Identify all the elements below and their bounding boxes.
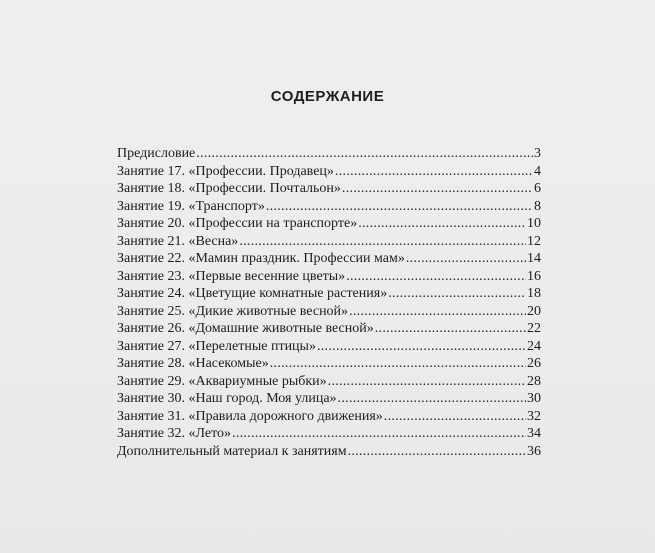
toc-entry	[117, 234, 541, 252]
toc-entry-label: Занятие 19. «Транспорт»	[117, 198, 265, 214]
toc-leader-dots	[196, 146, 533, 162]
toc-leader-dots	[270, 356, 526, 372]
toc-entry-page: 6	[534, 181, 541, 196]
toc-leader-dots	[266, 199, 533, 215]
toc-entry	[117, 409, 541, 427]
toc-entry	[117, 251, 541, 269]
toc-entry-page: 20	[527, 303, 541, 319]
toc-leader-dots	[349, 304, 526, 320]
toc-entry-page: 10	[527, 216, 541, 231]
toc-leader-dots	[388, 286, 526, 302]
toc-entry-page: 18	[527, 286, 541, 301]
toc-entry	[117, 339, 541, 357]
toc-entry-label: Занятие 21. «Весна»	[117, 233, 239, 249]
toc-entry	[117, 321, 541, 339]
toc-entry-label: Занятие 17. «Профессии. Продавец»	[117, 163, 334, 179]
toc-entry-page: 14	[527, 251, 541, 266]
toc-leader-dots	[375, 321, 526, 337]
toc-entry-page: 32	[527, 408, 541, 424]
toc-entry-page: 22	[527, 321, 541, 336]
toc-entry	[117, 356, 541, 374]
toc-entry-page: 24	[527, 338, 541, 354]
toc-entry-label: Занятие 27. «Перелетные птицы»	[117, 338, 316, 354]
toc-leader-dots	[317, 339, 526, 355]
toc-entry	[117, 199, 541, 217]
toc-entry-label: Занятие 23. «Первые весенние цветы»	[117, 268, 346, 284]
toc-entry-page: 28	[527, 373, 541, 389]
toc-entry-label: Занятие 28. «Насекомые»	[117, 356, 269, 371]
toc-entry-page: 16	[527, 268, 541, 284]
toc-leader-dots	[406, 251, 526, 267]
toc-entry-label: Занятие 32. «Лето»	[117, 426, 232, 441]
toc-leader-dots	[358, 216, 526, 232]
toc-entry-page: 34	[527, 426, 541, 441]
toc-entry-label: Занятие 24. «Цветущие комнатные растения»	[117, 286, 388, 301]
toc-entry	[117, 426, 541, 444]
toc-entry	[117, 146, 541, 164]
toc-leader-dots	[239, 234, 526, 250]
toc-entry-page: 12	[527, 233, 541, 249]
toc-entry-page: 36	[527, 443, 541, 459]
toc-entry	[117, 304, 541, 322]
toc-entry-page: 8	[534, 198, 541, 214]
toc-title: СОДЕРЖАНИЕ	[270, 88, 385, 105]
toc-leader-dots	[232, 426, 526, 442]
toc-leader-dots	[348, 444, 526, 460]
toc-entry	[117, 391, 541, 409]
toc-entry	[117, 181, 541, 199]
toc-entry-label: Занятие 20. «Профессии на транспорте»	[117, 216, 358, 231]
toc-leader-dots	[346, 269, 526, 285]
toc-entry	[117, 164, 541, 182]
toc-entry-label: Дополнительный материал к занятиям	[117, 443, 347, 459]
toc-list	[117, 146, 541, 461]
toc-entry	[117, 286, 541, 304]
toc-entry	[117, 216, 541, 234]
toc-entry-page: 30	[527, 391, 541, 406]
toc-entry-label: Занятие 30. «Наш город. Моя улица»	[117, 391, 337, 406]
toc-entry-label: Занятие 25. «Дикие животные весной»	[117, 303, 349, 319]
toc-entry-label: Занятие 18. «Профессии. Почтальон»	[117, 181, 341, 196]
toc-leader-dots	[335, 164, 533, 180]
toc-entry-label: Занятие 29. «Аквариумные рыбки»	[117, 373, 327, 389]
toc-entry	[117, 444, 541, 462]
toc-entry-label: Предисловие	[117, 146, 196, 161]
toc-leader-dots	[338, 391, 526, 407]
toc-leader-dots	[342, 181, 533, 197]
toc-entry-label: Занятие 31. «Правила дорожного движения»	[117, 408, 383, 424]
toc-entry-page: 4	[534, 163, 541, 179]
toc-entry-label: Занятие 26. «Домашние животные весной»	[117, 321, 374, 336]
toc-entry	[117, 374, 541, 392]
toc-entry-label: Занятие 22. «Мамин праздник. Профессии мам»	[117, 251, 405, 266]
toc-leader-dots	[384, 409, 526, 425]
toc-entry-page: 26	[527, 356, 541, 371]
toc-entry-page: 3	[534, 146, 541, 161]
toc-entry	[117, 269, 541, 287]
toc-leader-dots	[328, 374, 526, 390]
